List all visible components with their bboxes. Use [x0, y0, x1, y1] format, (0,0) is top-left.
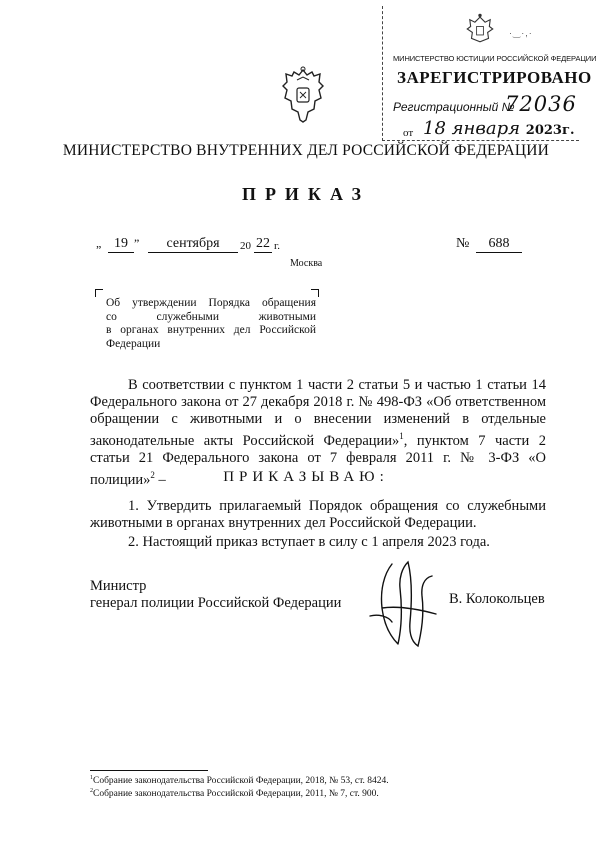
subject-line: Об утверждении Порядка обращения — [106, 297, 316, 309]
order-heading: ПРИКАЗЫВАЮ: — [223, 469, 389, 485]
date-year-suffix: 22 — [256, 236, 270, 251]
footnote-ref-1: 1 — [399, 431, 404, 441]
registration-stamp — [382, 6, 597, 141]
stamp-marks: ·‿·,· — [509, 28, 533, 38]
preamble-text-b: , пунктом 7 части 2 статьи 21 Федерального закона от 7 февраля 2011 г. № 3-ФЗ «О полиции» — [90, 432, 546, 488]
clause-2: 2. Настоящий приказ вступает в силу с 1 апреля 2023 года. — [128, 534, 490, 550]
date-year-prefix: 20 — [240, 240, 251, 252]
date-quote-close: ” — [134, 236, 140, 250]
preamble-text-a: В соответствии с пунктом 1 части 2 статьи 5 и частью 1 статьи 14 Федерального закона от 27 декабря 2018 г. № 498-ФЗ «Об ответственном обращении с животными и о внесении изменений в отдельные законодательные акты Российской Федерации» — [90, 377, 546, 449]
stamp-from-label: от — [403, 127, 414, 139]
subject-corner-right — [311, 289, 319, 297]
stamp-regnum: 72036 — [505, 92, 577, 116]
footnote-1 — [90, 775, 389, 786]
number-sign: № — [456, 236, 470, 251]
order-number: 688 — [476, 236, 522, 253]
footnote-text: Собрание законодательства Российской Федерации, 2018, № 53, ст. 8424. — [93, 776, 389, 787]
ministry-name: МИНИСТЕРСТВО ВНУТРЕННИХ ДЕЛ РОССИЙСКОЙ ФЕДЕРАЦИИ — [62, 142, 550, 159]
stamp-ministry: МИНИСТЕРСТВО ЮСТИЦИИ РОССИЙСКОЙ ФЕДЕРАЦИИ — [393, 54, 597, 63]
stamp-emblem-icon — [463, 12, 497, 46]
subject-corner-left — [95, 289, 103, 297]
stamp-year: 2023г. — [525, 123, 575, 138]
city: Москва — [290, 258, 323, 269]
date-year-g: г. — [274, 240, 281, 252]
stamp-date-text: 18 января — [423, 118, 521, 139]
subject-line: Федерации — [106, 337, 161, 350]
subject-block — [106, 297, 316, 351]
signatory-name: В. Колокольцев — [449, 591, 545, 607]
footnote-separator — [90, 770, 208, 771]
footnote-text: Собрание законодательства Российской Федерации, 2011, № 7, ст. 900. — [93, 789, 379, 800]
stamp-registered: ЗАРЕГИСТРИРОВАНО — [397, 68, 592, 87]
preamble-text-c: – — [154, 471, 166, 488]
coat-of-arms-icon — [280, 66, 326, 126]
footnote-2 — [90, 788, 379, 799]
footnote-mark: 1 — [90, 775, 93, 781]
document-title: ПРИКАЗ — [241, 184, 371, 204]
signatory-title-line2: генерал полиции Российской Федерации — [90, 595, 342, 611]
date-day: 19 — [108, 236, 134, 253]
footnote-ref-2: 2 — [150, 469, 155, 480]
handwritten-signature — [362, 556, 450, 652]
clause-1: 1. Утвердить прилагаемый Порядок обращения со служебными животными в органах внутренних дел Российской Федерации. — [90, 498, 546, 531]
date-quote-open: „ — [96, 236, 102, 250]
date-month: сентября — [148, 236, 238, 253]
subject-line: в органах внутренних дел Российской — [106, 324, 316, 336]
stamp-regnum-label: Регистрационный № — [393, 100, 515, 114]
stamp-date — [423, 118, 574, 139]
signatory-title — [90, 578, 341, 612]
subject-line: со служебными животными — [106, 310, 316, 323]
footnote-mark: 2 — [90, 788, 93, 794]
signatory-title-line1: Министр — [90, 578, 147, 594]
